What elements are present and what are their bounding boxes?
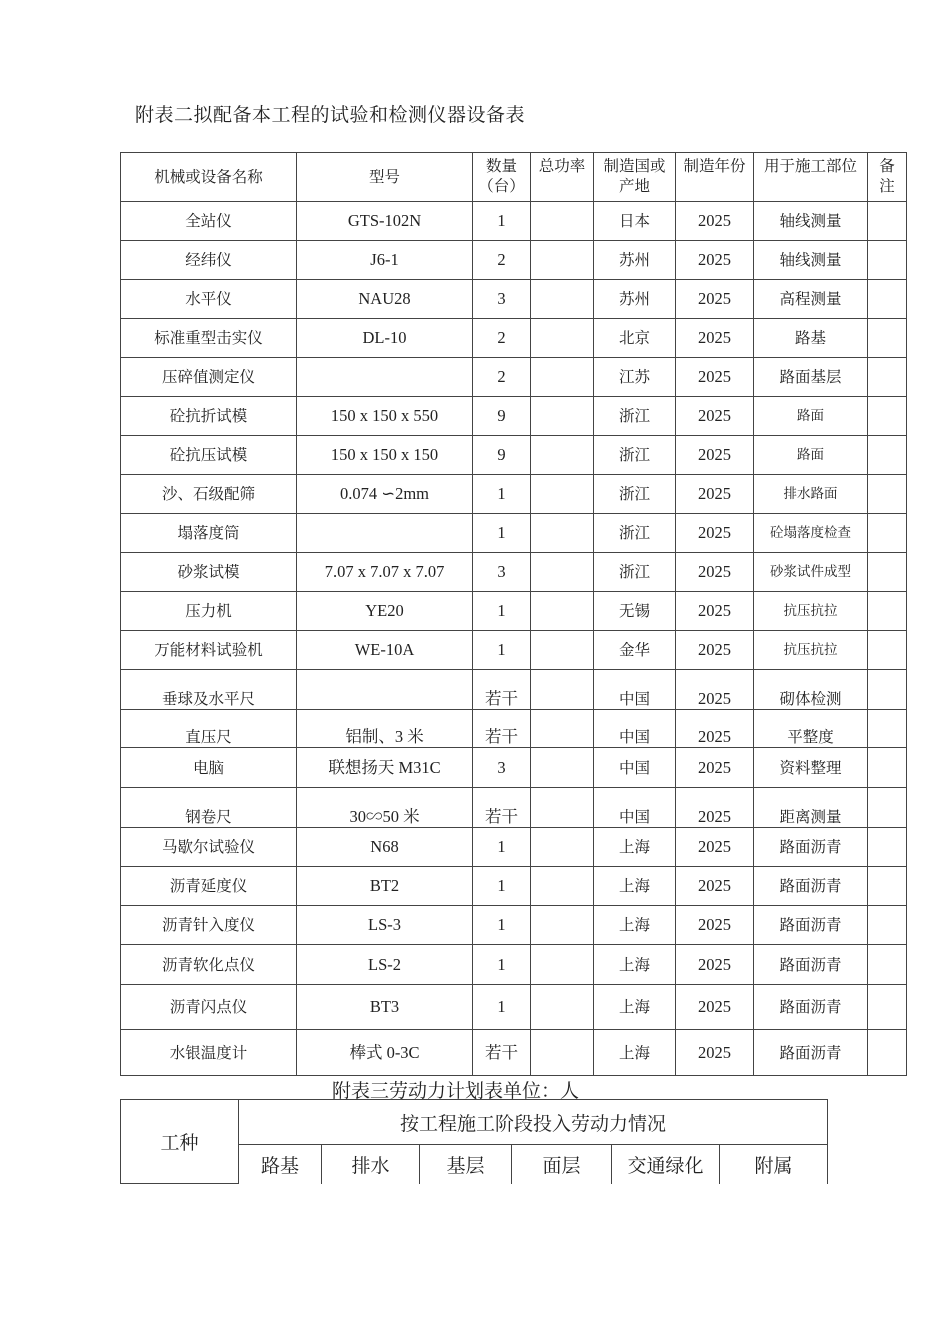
cell-year: 2025 [676,397,754,436]
cell-use: 路面 [754,397,868,436]
cell-model [297,514,473,553]
cell-origin: 江苏 [594,358,676,397]
cell-use: 抗压抗拉 [754,631,868,670]
table-row [121,592,907,631]
cell-name: 水银温度计 [121,1030,297,1076]
cell-power [531,788,594,828]
cell-use: 砼塌落度检查 [754,514,868,553]
labor-group-header: 按工程施工阶段投入劳动力情况 [239,1100,828,1145]
header-origin-line2: 产地 [618,177,650,195]
cell-year: 2025 [676,670,754,710]
cell-power [531,710,594,748]
cell-name: 标准重型击实仪 [121,319,297,358]
cell-origin: 北京 [594,319,676,358]
cell-use: 路面沥青 [754,867,868,906]
cell-power [531,945,594,985]
cell-model: GTS-102N [297,202,473,241]
table-row [121,828,907,867]
cell-name: 砼抗压试模 [121,436,297,475]
cell-power [531,985,594,1030]
cell-model: 棒式 0-3C [297,1030,473,1076]
cell-use: 排水路面 [754,475,868,514]
cell-use: 资料整理 [754,748,868,788]
table2-title: 附表三劳动力计划表单位：人 [332,1080,580,1102]
cell-name: 钢卷尺 [121,788,297,828]
table-row [121,985,907,1030]
cell-qty: 若干 [473,788,531,828]
table-row [121,475,907,514]
cell-note [868,592,907,631]
header-power: 总功率 [531,153,594,202]
cell-use: 路面基层 [754,358,868,397]
cell-year: 2025 [676,1030,754,1076]
cell-year: 2025 [676,280,754,319]
cell-year: 2025 [676,945,754,985]
header-name: 机械或设备名称 [121,153,297,202]
cell-qty: 3 [473,553,531,592]
cell-name: 压力机 [121,592,297,631]
cell-power [531,397,594,436]
cell-note [868,906,907,945]
table-row [121,280,907,319]
cell-power [531,475,594,514]
cell-origin: 上海 [594,867,676,906]
header-origin [594,153,676,202]
cell-name: 垂球及水平尺 [121,670,297,710]
cell-origin: 浙江 [594,553,676,592]
cell-model [297,358,473,397]
table-row [121,670,907,710]
cell-note [868,670,907,710]
header-note-line1: 备 [879,157,895,175]
cell-year: 2025 [676,906,754,945]
cell-origin: 金华 [594,631,676,670]
table-row [121,436,907,475]
cell-note [868,788,907,828]
table-title: 附表二拟配备本工程的试验和检测仪器设备表 [135,104,526,126]
table-row [121,358,907,397]
cell-note [868,397,907,436]
cell-power [531,436,594,475]
table-row [121,710,907,748]
cell-power [531,241,594,280]
cell-qty: 1 [473,828,531,867]
cell-qty: 若干 [473,710,531,748]
cell-name: 砼抗折试模 [121,397,297,436]
cell-use: 砂浆试件成型 [754,553,868,592]
cell-year: 2025 [676,631,754,670]
cell-note [868,241,907,280]
cell-use: 距离测量 [754,788,868,828]
cell-power [531,358,594,397]
cell-year: 2025 [676,241,754,280]
cell-note [868,358,907,397]
cell-year: 2025 [676,592,754,631]
table-row [121,906,907,945]
cell-power [531,514,594,553]
stage-cell: 面层 [512,1145,612,1184]
cell-name: 电脑 [121,748,297,788]
cell-year: 2025 [676,985,754,1030]
cell-model: DL-10 [297,319,473,358]
table-row [121,319,907,358]
cell-power [531,906,594,945]
cell-origin: 苏州 [594,280,676,319]
cell-use: 路面 [754,436,868,475]
cell-name: 沥青软化点仪 [121,945,297,985]
cell-year: 2025 [676,748,754,788]
cell-qty: 3 [473,280,531,319]
header-note [868,153,907,202]
cell-origin: 上海 [594,828,676,867]
cell-qty: 1 [473,592,531,631]
equipment-table [120,152,907,1076]
cell-note [868,319,907,358]
header-model: 型号 [297,153,473,202]
cell-note [868,475,907,514]
cell-use: 路面沥青 [754,945,868,985]
labor-header-row [121,1100,828,1145]
cell-use: 砌体检测 [754,670,868,710]
cell-power [531,553,594,592]
cell-note [868,436,907,475]
cell-year: 2025 [676,788,754,828]
cell-origin: 上海 [594,945,676,985]
table-header-row [121,153,907,202]
stage-cell: 交通绿化 [612,1145,720,1184]
cell-name: 经纬仪 [121,241,297,280]
cell-origin: 无锡 [594,592,676,631]
cell-note [868,710,907,748]
cell-origin: 浙江 [594,436,676,475]
cell-note [868,828,907,867]
cell-qty: 1 [473,945,531,985]
cell-name: 马歇尔试验仪 [121,828,297,867]
cell-model: BT3 [297,985,473,1030]
stage-cell: 路基 [239,1145,322,1184]
cell-model: 150 x 150 x 550 [297,397,473,436]
cell-note [868,514,907,553]
cell-model: LS-2 [297,945,473,985]
cell-qty: 1 [473,514,531,553]
table-row [121,945,907,985]
cell-note [868,867,907,906]
cell-origin: 中国 [594,788,676,828]
cell-origin: 中国 [594,670,676,710]
cell-model: N68 [297,828,473,867]
cell-qty: 1 [473,985,531,1030]
cell-year: 2025 [676,710,754,748]
header-year: 制造年份 [676,153,754,202]
cell-origin: 上海 [594,985,676,1030]
cell-power [531,280,594,319]
cell-model: YE20 [297,592,473,631]
cell-origin: 上海 [594,1030,676,1076]
labor-trade-header: 工种 [121,1100,239,1184]
table-row [121,1030,907,1076]
cell-origin: 中国 [594,710,676,748]
cell-note [868,748,907,788]
cell-year: 2025 [676,475,754,514]
cell-qty: 1 [473,631,531,670]
cell-power [531,748,594,788]
cell-model: 铝制、3 米 [297,710,473,748]
cell-note [868,280,907,319]
cell-use: 高程测量 [754,280,868,319]
cell-use: 路面沥青 [754,906,868,945]
cell-qty: 3 [473,748,531,788]
cell-use: 路基 [754,319,868,358]
cell-name: 万能材料试验机 [121,631,297,670]
table-row [121,397,907,436]
cell-model: 0.074 ∽2mm [297,475,473,514]
cell-use: 轴线测量 [754,202,868,241]
cell-note [868,553,907,592]
cell-model [297,670,473,710]
cell-name: 全站仪 [121,202,297,241]
header-qty-line1: 数量 [485,157,517,175]
cell-origin: 苏州 [594,241,676,280]
cell-power [531,631,594,670]
table-row [121,202,907,241]
stage-cell: 附属 [720,1145,828,1184]
cell-qty: 若干 [473,1030,531,1076]
cell-model: J6-1 [297,241,473,280]
cell-year: 2025 [676,867,754,906]
cell-use: 轴线测量 [754,241,868,280]
header-note-line2: 注 [879,177,895,195]
cell-name: 塌落度筒 [121,514,297,553]
cell-qty: 若干 [473,670,531,710]
cell-use: 路面沥青 [754,1030,868,1076]
cell-note [868,631,907,670]
cell-use: 抗压抗拉 [754,592,868,631]
stage-cell: 基层 [420,1145,512,1184]
cell-origin: 中国 [594,748,676,788]
table-row [121,514,907,553]
cell-note [868,985,907,1030]
cell-use: 路面沥青 [754,828,868,867]
header-qty-line2: （台） [478,177,525,195]
cell-power [531,592,594,631]
cell-model: NAU28 [297,280,473,319]
cell-name: 沥青闪点仪 [121,985,297,1030]
cell-name: 水平仪 [121,280,297,319]
cell-year: 2025 [676,319,754,358]
table-row [121,553,907,592]
cell-model: BT2 [297,867,473,906]
cell-use: 路面沥青 [754,985,868,1030]
cell-note [868,945,907,985]
table-row [121,631,907,670]
cell-use: 平整度 [754,710,868,748]
cell-note [868,202,907,241]
cell-year: 2025 [676,436,754,475]
cell-origin: 浙江 [594,514,676,553]
cell-note [868,1030,907,1076]
cell-origin: 浙江 [594,397,676,436]
cell-power [531,202,594,241]
cell-power [531,828,594,867]
cell-year: 2025 [676,828,754,867]
cell-name: 砂浆试模 [121,553,297,592]
cell-year: 2025 [676,358,754,397]
table-row [121,867,907,906]
cell-name: 沙、石级配筛 [121,475,297,514]
cell-power [531,867,594,906]
table-row [121,241,907,280]
cell-year: 2025 [676,514,754,553]
cell-name: 沥青针入度仪 [121,906,297,945]
cell-origin: 上海 [594,906,676,945]
header-qty [473,153,531,202]
cell-name: 沥青延度仪 [121,867,297,906]
table-row [121,788,907,828]
labor-table [120,1099,828,1184]
cell-qty: 9 [473,436,531,475]
cell-year: 2025 [676,202,754,241]
cell-name: 直压尺 [121,710,297,748]
cell-model: 7.07 x 7.07 x 7.07 [297,553,473,592]
cell-qty: 1 [473,202,531,241]
table-body [121,202,907,1076]
table-row [121,748,907,788]
cell-power [531,1030,594,1076]
cell-origin: 日本 [594,202,676,241]
cell-qty: 2 [473,319,531,358]
cell-model: LS-3 [297,906,473,945]
cell-model: 30∽50 米 [297,788,473,828]
cell-qty: 1 [473,906,531,945]
cell-qty: 1 [473,475,531,514]
cell-power [531,670,594,710]
cell-model: WE-10A [297,631,473,670]
cell-model: 150 x 150 x 150 [297,436,473,475]
header-use: 用于施工部位 [754,153,868,202]
cell-qty: 9 [473,397,531,436]
cell-origin: 浙江 [594,475,676,514]
cell-year: 2025 [676,553,754,592]
cell-qty: 2 [473,241,531,280]
cell-model: 联想扬天 M31C [297,748,473,788]
stage-cell: 排水 [322,1145,420,1184]
cell-qty: 2 [473,358,531,397]
header-origin-line1: 制造国或 [603,157,666,175]
cell-qty: 1 [473,867,531,906]
cell-name: 压碎值测定仪 [121,358,297,397]
cell-power [531,319,594,358]
